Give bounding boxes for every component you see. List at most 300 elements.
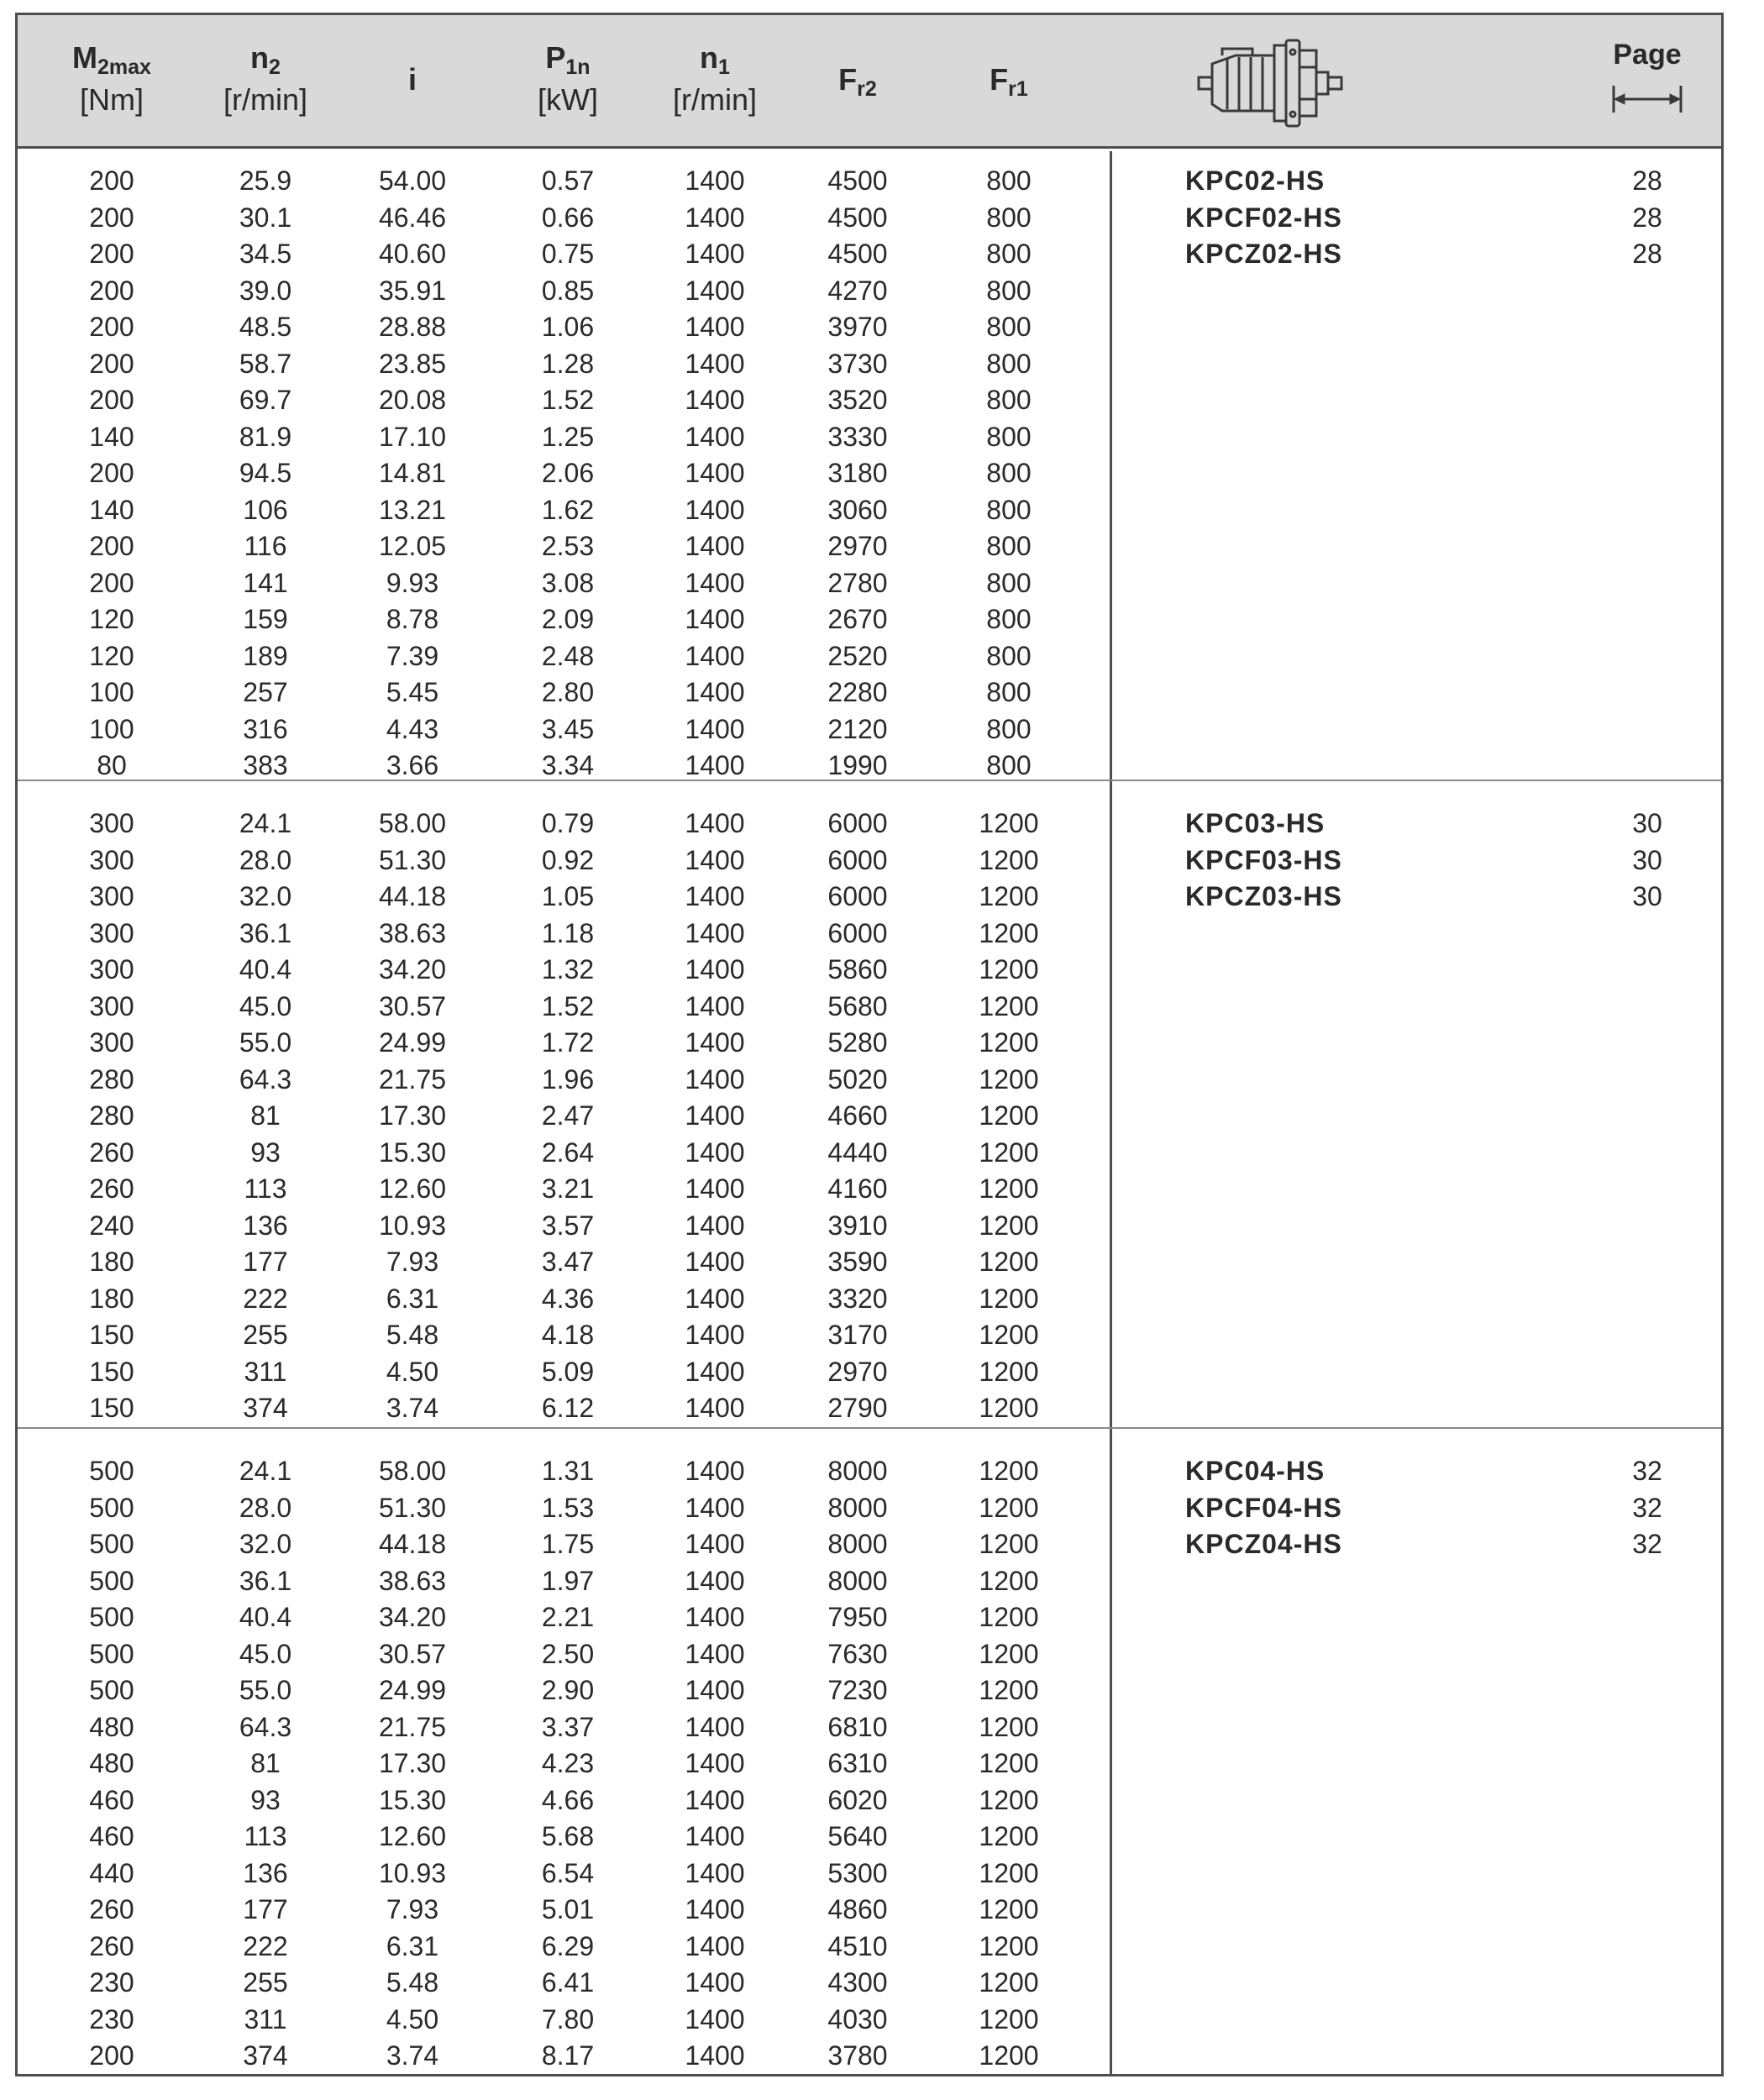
header-page <box>1588 15 1706 149</box>
cell-n1: 1400 <box>685 1784 745 1815</box>
cell-n1: 1400 <box>685 2003 745 2034</box>
cell-i: 46.46 <box>378 202 447 233</box>
cell-fr1: 1200 <box>979 2003 1039 2034</box>
cell-p1n: 0.57 <box>541 165 595 196</box>
model-name: KPCF03-HS <box>1185 844 1342 875</box>
cell-i: 15.30 <box>378 1137 447 1168</box>
cell-i: 5.48 <box>386 1320 439 1350</box>
table-row <box>18 879 1110 916</box>
cell-p1n: 1.52 <box>541 385 595 415</box>
model-page-number: 32 <box>1632 1456 1662 1486</box>
cell-i: 7.93 <box>386 1894 439 1924</box>
table-row <box>18 565 1110 602</box>
cell-n2: 30.1 <box>239 202 292 233</box>
cell-m2max: 180 <box>89 1247 134 1277</box>
cell-p1n: 0.92 <box>541 844 595 875</box>
cell-fr1: 1200 <box>979 1638 1039 1669</box>
cell-m2max: 150 <box>89 1320 134 1350</box>
cell-fr2: 6020 <box>827 1784 888 1815</box>
cell-n2: 383 <box>243 750 288 780</box>
cell-fr1: 1200 <box>979 808 1039 838</box>
cell-i: 21.75 <box>378 1063 447 1095</box>
cell-p1n: 6.54 <box>541 1857 595 1888</box>
cell-fr1: 800 <box>986 275 1032 306</box>
model-name: KPCZ03-HS <box>1185 881 1342 911</box>
cell-n2: 116 <box>244 531 287 561</box>
cell-i: 9.93 <box>386 567 439 598</box>
cell-n1: 1400 <box>685 1821 745 1851</box>
cell-n2: 36.1 <box>239 917 292 948</box>
cell-i: 6.31 <box>386 1283 439 1314</box>
cell-n1: 1400 <box>685 312 745 342</box>
cell-n2: 39.0 <box>239 275 292 306</box>
cell-i: 58.00 <box>378 808 447 838</box>
cell-n1: 1400 <box>685 881 745 911</box>
cell-n1: 1400 <box>685 1137 745 1168</box>
table-row <box>18 1171 1110 1208</box>
cell-fr2: 2780 <box>827 567 888 598</box>
cell-p1n: 8.17 <box>541 2040 595 2071</box>
cell-fr2: 3590 <box>827 1247 888 1277</box>
cell-p1n: 0.85 <box>541 275 595 306</box>
cell-fr2: 5300 <box>827 1857 888 1888</box>
table-row <box>18 1672 1110 1709</box>
cell-n1: 1400 <box>685 165 745 196</box>
cell-fr1: 1200 <box>979 1711 1039 1742</box>
cell-fr1: 1200 <box>979 1492 1039 1523</box>
cell-n2: 55.0 <box>239 1027 292 1058</box>
cell-m2max: 260 <box>89 1137 134 1168</box>
cell-n1: 1400 <box>685 844 745 875</box>
cell-i: 6.31 <box>386 1930 439 1961</box>
cell-n1: 1400 <box>685 275 745 306</box>
cell-i: 35.91 <box>378 275 447 306</box>
cell-p1n: 3.21 <box>541 1173 595 1204</box>
table-row <box>18 1563 1110 1600</box>
cell-n2: 113 <box>244 1173 287 1204</box>
cell-n2: 24.1 <box>239 808 292 838</box>
cell-fr1: 1200 <box>979 1027 1039 1058</box>
cell-n1: 1400 <box>685 1894 745 1924</box>
table-row <box>18 1709 1110 1746</box>
cell-fr1: 800 <box>986 677 1032 707</box>
table-row <box>18 916 1110 953</box>
header-fr1 <box>950 15 1068 149</box>
table-row <box>18 1599 1110 1636</box>
model-name: KPC02-HS <box>1185 165 1326 196</box>
cell-m2max: 260 <box>89 1930 134 1961</box>
cell-m2max: 80 <box>97 750 127 780</box>
cell-p1n: 7.80 <box>541 2003 595 2034</box>
table-row <box>18 346 1110 383</box>
cell-n2: 64.3 <box>239 1711 292 1742</box>
cell-fr1: 800 <box>986 421 1032 452</box>
table-row <box>18 1062 1110 1099</box>
cell-n1: 1400 <box>685 567 745 598</box>
cell-n1: 1400 <box>685 917 745 948</box>
cell-m2max: 500 <box>89 1675 134 1705</box>
cell-p1n: 1.62 <box>541 494 595 525</box>
cell-fr1: 1200 <box>979 917 1039 948</box>
cell-n1: 1400 <box>685 1393 745 1423</box>
cell-n1: 1400 <box>685 1711 745 1742</box>
table-row <box>18 1025 1110 1062</box>
cell-n2: 36.1 <box>239 1565 292 1596</box>
cell-n2: 81.9 <box>239 421 292 452</box>
cell-fr1: 800 <box>986 458 1032 488</box>
cell-fr2: 5280 <box>827 1027 888 1058</box>
cell-n2: 25.9 <box>239 165 292 196</box>
header-p1n-symbol: P <box>545 40 566 75</box>
cell-m2max: 150 <box>89 1393 134 1423</box>
cell-fr1: 800 <box>986 531 1032 561</box>
cell-fr2: 8000 <box>827 1492 888 1523</box>
cell-fr1: 1200 <box>979 1063 1039 1095</box>
cell-i: 10.93 <box>378 1857 447 1888</box>
cell-n2: 189 <box>243 640 288 671</box>
cell-p1n: 5.01 <box>541 1894 595 1924</box>
cell-i: 28.88 <box>378 312 447 342</box>
cell-n2: 257 <box>243 677 288 707</box>
cell-m2max: 500 <box>89 1492 134 1523</box>
cell-fr1: 1200 <box>979 1857 1039 1888</box>
cell-fr2: 5640 <box>827 1821 888 1851</box>
cell-m2max: 440 <box>89 1857 134 1888</box>
cell-fr2: 4030 <box>827 2003 888 2034</box>
table-row <box>18 2038 1110 2075</box>
cell-fr1: 1200 <box>979 1894 1039 1924</box>
cell-m2max: 230 <box>89 1967 134 1998</box>
header-n1 <box>639 15 790 149</box>
header-m2max-symbol: M <box>72 40 98 75</box>
cell-i: 24.99 <box>378 1675 447 1705</box>
cell-fr1: 1200 <box>979 1100 1039 1131</box>
cell-n2: 45.0 <box>239 990 292 1021</box>
cell-i: 17.10 <box>378 421 447 452</box>
cell-fr2: 3180 <box>827 458 888 488</box>
cell-m2max: 280 <box>89 1063 134 1095</box>
header-n2-unit: [r/min] <box>223 82 307 117</box>
cell-fr1: 1200 <box>979 954 1039 984</box>
header-n1-unit: [r/min] <box>672 82 757 117</box>
model-page-number: 32 <box>1632 1492 1662 1523</box>
cell-i: 7.39 <box>386 640 439 671</box>
cell-p1n: 1.75 <box>541 1529 595 1559</box>
model-page-number: 30 <box>1632 808 1662 838</box>
cell-fr2: 2970 <box>827 1356 888 1387</box>
cell-fr2: 6000 <box>827 917 888 948</box>
gear-motor-icon <box>1194 34 1345 133</box>
cell-n1: 1400 <box>685 1492 745 1523</box>
cell-p1n: 2.47 <box>541 1100 595 1131</box>
cell-fr2: 2280 <box>827 677 888 707</box>
model-name: KPC04-HS <box>1185 1456 1326 1486</box>
cell-i: 24.99 <box>378 1027 447 1058</box>
cell-m2max: 300 <box>89 1027 134 1058</box>
cell-n1: 1400 <box>685 1675 745 1705</box>
model-name: KPCZ02-HS <box>1185 239 1342 269</box>
header-n2-symbol: n <box>250 40 270 75</box>
cell-fr2: 8000 <box>827 1529 888 1559</box>
cell-n1: 1400 <box>685 750 745 780</box>
cell-i: 21.75 <box>378 1711 447 1742</box>
model-page-number: 30 <box>1632 881 1662 911</box>
model-page-number: 28 <box>1632 165 1662 196</box>
cell-i: 30.57 <box>378 990 447 1021</box>
cell-i: 3.66 <box>386 750 439 780</box>
table-row <box>18 528 1110 565</box>
model-name: KPCF02-HS <box>1185 202 1342 233</box>
cell-fr1: 1200 <box>979 1210 1039 1241</box>
cell-fr1: 800 <box>986 202 1032 233</box>
cell-m2max: 500 <box>89 1565 134 1596</box>
table-row <box>18 675 1110 711</box>
cell-fr1: 1200 <box>979 1821 1039 1851</box>
cell-fr2: 3910 <box>827 1210 888 1241</box>
cell-p1n: 1.25 <box>541 421 595 452</box>
cell-p1n: 3.45 <box>541 713 595 744</box>
cell-p1n: 0.75 <box>541 239 595 269</box>
cell-fr1: 1200 <box>979 844 1039 875</box>
table-row <box>18 711 1110 748</box>
cell-n1: 1400 <box>685 1356 745 1387</box>
cell-fr2: 7630 <box>827 1638 888 1669</box>
cell-fr2: 3330 <box>827 421 888 452</box>
table-row <box>18 1856 1110 1893</box>
model-page-number: 30 <box>1632 844 1662 875</box>
cell-n2: 34.5 <box>239 239 292 269</box>
cell-n1: 1400 <box>685 421 745 452</box>
table-row <box>18 748 1110 785</box>
cell-m2max: 240 <box>89 1210 134 1241</box>
cell-n2: 374 <box>243 2040 288 2071</box>
cell-m2max: 480 <box>89 1748 134 1778</box>
header-fr2-subscript: r2 <box>857 77 877 101</box>
cell-n1: 1400 <box>685 385 745 415</box>
header-page-label: Page <box>1613 39 1682 71</box>
cell-p1n: 3.08 <box>541 567 595 598</box>
cell-n1: 1400 <box>685 458 745 488</box>
cell-fr2: 4270 <box>827 275 888 306</box>
cell-i: 4.43 <box>386 713 439 744</box>
cell-fr1: 1200 <box>979 1967 1039 1998</box>
cell-n1: 1400 <box>685 713 745 744</box>
cell-m2max: 280 <box>89 1100 134 1131</box>
cell-p1n: 1.53 <box>541 1492 595 1523</box>
cell-n2: 159 <box>243 604 288 634</box>
header-i-symbol: i <box>407 62 417 97</box>
cell-p1n: 1.52 <box>541 990 595 1021</box>
header-fr2-symbol: F <box>838 62 858 97</box>
cell-m2max: 140 <box>89 421 134 452</box>
header-fr1-subscript: r1 <box>1008 77 1028 101</box>
cell-i: 58.00 <box>378 1456 447 1486</box>
cell-p1n: 3.47 <box>541 1247 595 1277</box>
table-row <box>18 1819 1110 1856</box>
cell-p1n: 0.79 <box>541 808 595 838</box>
cell-m2max: 200 <box>89 567 134 598</box>
cell-n1: 1400 <box>685 1930 745 1961</box>
cell-i: 4.50 <box>386 2003 439 2034</box>
table-row <box>18 1526 1110 1563</box>
cell-n2: 316 <box>243 713 288 744</box>
cell-i: 5.45 <box>386 677 439 707</box>
cell-m2max: 460 <box>89 1821 134 1851</box>
cell-fr2: 3320 <box>827 1283 888 1314</box>
cell-p1n: 2.90 <box>541 1675 595 1705</box>
table-row <box>18 1782 1110 1819</box>
cell-fr2: 4300 <box>827 1967 888 1998</box>
cell-n1: 1400 <box>685 239 745 269</box>
cell-n1: 1400 <box>685 1173 745 1204</box>
cell-n2: 40.4 <box>239 1602 292 1632</box>
cell-m2max: 200 <box>89 165 134 196</box>
cell-i: 12.60 <box>378 1821 447 1851</box>
table-row <box>18 382 1110 419</box>
cell-n2: 136 <box>243 1857 288 1888</box>
cell-m2max: 300 <box>89 917 134 948</box>
cell-n1: 1400 <box>685 640 745 671</box>
cell-n2: 45.0 <box>239 1638 292 1669</box>
table-row <box>18 1892 1110 1929</box>
table-row <box>18 601 1110 638</box>
header-p1n-unit: [kW] <box>538 82 598 117</box>
cell-n1: 1400 <box>685 1857 745 1888</box>
cell-i: 13.21 <box>378 494 447 525</box>
cell-n2: 55.0 <box>239 1675 292 1705</box>
cell-fr1: 800 <box>986 312 1032 342</box>
cell-n1: 1400 <box>685 990 745 1021</box>
cell-n2: 311 <box>244 1356 287 1387</box>
cell-m2max: 500 <box>89 1638 134 1669</box>
cell-i: 7.93 <box>386 1247 439 1277</box>
model-page-number: 28 <box>1632 202 1662 233</box>
cell-fr1: 800 <box>986 165 1032 196</box>
cell-fr1: 800 <box>986 567 1032 598</box>
cell-p1n: 2.21 <box>541 1602 595 1632</box>
cell-i: 12.05 <box>378 531 447 561</box>
cell-fr1: 1200 <box>979 1173 1039 1204</box>
cell-n2: 374 <box>243 1393 288 1423</box>
cell-fr2: 3060 <box>827 494 888 525</box>
cell-n2: 177 <box>243 1247 288 1277</box>
cell-n1: 1400 <box>685 1456 745 1486</box>
column-divider <box>1110 151 1112 2076</box>
cell-p1n: 1.96 <box>541 1063 595 1095</box>
cell-fr1: 1200 <box>979 1247 1039 1277</box>
cell-p1n: 4.66 <box>541 1784 595 1815</box>
cell-p1n: 2.53 <box>541 531 595 561</box>
cell-n1: 1400 <box>685 1602 745 1632</box>
header-p1n-subscript: 1n <box>565 55 591 79</box>
cell-n1: 1400 <box>685 2040 745 2071</box>
cell-n2: 64.3 <box>239 1063 292 1095</box>
header-m2max-unit: [Nm] <box>80 82 144 117</box>
group-divider <box>18 1427 1721 1429</box>
cell-fr1: 1200 <box>979 1748 1039 1778</box>
table-row <box>18 1098 1110 1135</box>
cell-p1n: 1.05 <box>541 881 595 911</box>
cell-m2max: 300 <box>89 844 134 875</box>
cell-fr1: 1200 <box>979 1602 1039 1632</box>
cell-fr2: 4860 <box>827 1894 888 1924</box>
cell-fr2: 7950 <box>827 1602 888 1632</box>
table-row <box>18 200 1110 237</box>
cell-n2: 32.0 <box>239 881 292 911</box>
cell-m2max: 180 <box>89 1283 134 1314</box>
table-row <box>18 1281 1110 1318</box>
cell-n1: 1400 <box>685 1100 745 1131</box>
cell-n2: 28.0 <box>239 844 292 875</box>
cell-fr1: 800 <box>986 640 1032 671</box>
cell-i: 4.50 <box>386 1356 439 1387</box>
cell-fr1: 1200 <box>979 1137 1039 1168</box>
cell-i: 51.30 <box>378 1492 447 1523</box>
cell-fr2: 2520 <box>827 640 888 671</box>
table-row <box>18 1354 1110 1391</box>
cell-m2max: 300 <box>89 881 134 911</box>
cell-p1n: 5.09 <box>541 1356 595 1387</box>
header-n1-subscript: 1 <box>718 55 730 79</box>
cell-fr1: 800 <box>986 239 1032 269</box>
cell-i: 15.30 <box>378 1784 447 1815</box>
cell-i: 54.00 <box>378 165 447 196</box>
cell-n2: 58.7 <box>239 348 292 379</box>
cell-i: 44.18 <box>378 881 447 911</box>
cell-fr1: 800 <box>986 750 1032 780</box>
cell-fr1: 1200 <box>979 1529 1039 1559</box>
table-row <box>18 163 1110 200</box>
cell-n2: 222 <box>243 1283 288 1314</box>
cell-fr2: 3780 <box>827 2040 888 2071</box>
cell-p1n: 3.37 <box>541 1711 595 1742</box>
cell-n2: 136 <box>243 1210 288 1241</box>
cell-p1n: 2.50 <box>541 1638 595 1669</box>
cell-fr1: 1200 <box>979 881 1039 911</box>
cell-fr2: 6810 <box>827 1711 888 1742</box>
table-row <box>18 1490 1110 1527</box>
cell-p1n: 1.32 <box>541 954 595 984</box>
cell-fr1: 800 <box>986 348 1032 379</box>
cell-m2max: 100 <box>89 713 134 744</box>
cell-i: 30.57 <box>378 1638 447 1669</box>
cell-m2max: 300 <box>89 808 134 838</box>
model-name: KPCF04-HS <box>1185 1492 1342 1523</box>
cell-n2: 81 <box>250 1748 281 1778</box>
table-row <box>18 236 1110 273</box>
cell-fr2: 4660 <box>827 1100 888 1131</box>
table-row <box>18 273 1110 310</box>
cell-fr1: 1200 <box>979 1456 1039 1486</box>
cell-fr2: 2970 <box>827 531 888 561</box>
cell-n2: 255 <box>243 1967 288 1998</box>
cell-m2max: 200 <box>89 239 134 269</box>
cell-p1n: 0.66 <box>541 202 595 233</box>
cell-m2max: 460 <box>89 1784 134 1815</box>
cell-fr2: 3520 <box>827 385 888 415</box>
cell-n1: 1400 <box>685 531 745 561</box>
cell-n2: 177 <box>243 1894 288 1924</box>
cell-n2: 48.5 <box>239 312 292 342</box>
cell-m2max: 140 <box>89 494 134 525</box>
cell-fr2: 3730 <box>827 348 888 379</box>
cell-p1n: 1.31 <box>541 1456 595 1486</box>
cell-fr2: 5020 <box>827 1063 888 1095</box>
cell-fr1: 1200 <box>979 1565 1039 1596</box>
cell-i: 20.08 <box>378 385 447 415</box>
cell-n1: 1400 <box>685 202 745 233</box>
cell-p1n: 1.97 <box>541 1565 595 1596</box>
